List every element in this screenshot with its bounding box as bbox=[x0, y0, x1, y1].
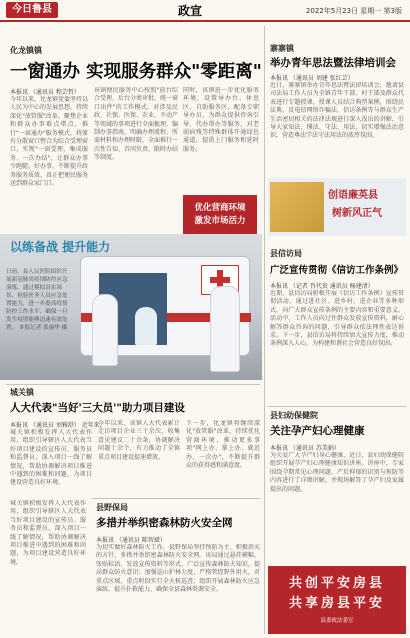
right-mid-body: 近期，县信访局积极开展《信访工作条例》宣传贯彻活动，通过进社区、进乡村、进企业等多种形式，向广大群众宣传条例的主要内容和重要意义。活动中，工作人员向过往群众发放宣传资料，耐心解答群众咨询的问题，引导群众依法理性表达诉求。下一步，县信访局将持续加大宣传力度，推动条例深入人心，为构建和谐社会营造良好氛围。 bbox=[270, 290, 404, 348]
promo-box bbox=[183, 195, 257, 237]
lead-byline: 本报讯 （通讯员 程芸哲） bbox=[10, 89, 80, 96]
photo-caption: 日前，县人民医院组织开展新冠肺炎疫情防控应急演练，通过模拟真实场景，检验医务人员应急处置能力，进一步提高疫情防控工作水平，确保一旦发生疫情能够迅速有效处置。 本报记者 张丽华 摄 bbox=[6, 269, 68, 331]
right-bottom-byline: 本报讯 （通讯员 苏美娟） bbox=[270, 445, 340, 452]
mid-bottom-byline: 本报讯 （通讯员 陈智斌） bbox=[96, 537, 166, 544]
mid-bottom-headline: 多措并举织密森林防火安全网 bbox=[96, 517, 233, 529]
column-divider bbox=[264, 26, 265, 634]
slogan-credit: 县委政法委宣 bbox=[320, 618, 354, 624]
right-mid-byline: 本报讯 （记者 肖代贵 通讯员 杨建清） bbox=[270, 283, 374, 290]
newspaper-logo: 今日鲁县 bbox=[6, 2, 58, 18]
promo-line-2: 激发市场活力 bbox=[194, 216, 246, 226]
left-bottom-body-continued: 城关镇积极发挥人大代表作用，组织引导辖区人大代表当好项目建设的宣传员、服务员和监督员，深入项目一线了解情况，帮助协调解决项目推进中遇到的困难和问题，为项目建设营造良好环境。 bbox=[10, 500, 86, 566]
lead-body-col3: 同时，该镇进一步优化服务环境，设置导办台、休息区、自助服务区，配备专职导办员，为群众提供咨询引导、代办帮办等服务，对老弱病残等特殊群体开通绿色通道，提供上门服务和延时服务。 bbox=[183, 87, 259, 153]
section-title: 政宣 bbox=[178, 4, 203, 18]
right-top-byline: 本报讯 （通讯员 刘建 张红芸） bbox=[270, 75, 354, 82]
photo-title: 以练备战 提升能力 bbox=[10, 240, 111, 254]
campaign-image bbox=[270, 182, 324, 232]
promo-line-1: 优化营商环境 bbox=[194, 203, 246, 213]
slogan-line-1: 共创平安房县 bbox=[288, 576, 385, 591]
right-mid-headline: 广泛宣传贯彻《信访工作条例》 bbox=[270, 265, 404, 276]
lead-body-col1: 今年以来，化龙镇党委坚持以人民为中心的发展思想，持续深化"放管服"改革，聚焦企业和群众办事难点堵点，推行"一窗通办"服务模式，将原有分散窗口整合为综合受理窗口，实现"一窗受理、集成服务、一次办结"，让群众办事少跑腿、好办事，不断提升政务服务质效，真正把便民服务送到群众家门口。 bbox=[10, 96, 88, 188]
lead-headline: 一窗通办 实现服务群众"零距离" bbox=[10, 62, 262, 82]
lead-body-col2: 该镇便民服务中心按照"前台综合受理、后台分类审批、统一窗口出件"的工作模式，对涉及民政、社保、医保、农业、不动产等领域的事项进行全面梳理，编制办事指南，明确办理流程、所需材料和办理时限，全面推行一次性告知、首问负责、限时办结等制度。 bbox=[94, 87, 178, 162]
protective-suit-worker bbox=[210, 286, 240, 372]
right-bottom-kicker: 县妇幼保健院 bbox=[270, 411, 318, 420]
campaign-box bbox=[268, 178, 406, 236]
left-bottom-byline: 本报讯 （通讯员 刘雅舒） 近年来， bbox=[10, 422, 106, 429]
left-bottom-headline: 人大代表"当好'三大员'"助力项目建设 bbox=[10, 402, 185, 414]
mid-bottom-body: 为切实做好森林防火工作，县野保局坚持预防为主、积极消灭的方针，多措并举织密森林防火安全网。该局通过悬挂横幅、张贴标语、发放宣传资料等形式，广泛宣传森林防火知识，提高群众防火意识；加强巡山护林力度，严格管控野外用火，对重点区域、重点时段实行全天候巡查；组织开展森林防火应急演练，提升扑救能力，确保全县森林资源安全。 bbox=[96, 544, 260, 594]
mid-bottom-kicker: 县野保局 bbox=[96, 503, 128, 512]
section-divider bbox=[268, 406, 406, 407]
right-bottom-body: 为关爱广大孕产妇身心健康，近日，县妇幼保健院组织开展孕产妇心理健康知识讲座。讲座中，专家围绕孕期常见心理问题、产后抑郁的识别与预防等内容进行了详细讲解，并现场解答了孕产妇及家属提出的问题。 bbox=[270, 452, 404, 493]
right-top-body: 近日，寨寨镇举办青年思法暨法律培训会，邀请县司法局工作人员为全镇青年干部、村干部及群众代表进行专题授课。授课人员结合典型案例，围绕民法典、反电信网络诈骗法、信访条例等与群众生产生活密切相关的法律法规进行深入浅出的讲解，引导大家知法、懂法、守法、用法，切实增强法治意识，营造尊法学法守法用法的浓厚氛围。 bbox=[270, 82, 404, 140]
issue-date: 2022年5月23日 星期一 第3版 bbox=[305, 7, 402, 15]
left-bottom-body-col1: 城关镇积极发挥人大代表作用，组织引导辖区人大代表当好项目建设的宣传员、服务员和监督员，深入项目一线了解情况，帮助协调解决项目推进中遇到的困难和问题，为项目建设营造良好环境。 bbox=[10, 429, 92, 487]
protective-suit-worker bbox=[92, 294, 118, 366]
lead-kicker: 化龙镇镇 bbox=[10, 46, 42, 55]
section-divider bbox=[92, 498, 260, 499]
right-top-headline: 举办青年思法暨法律培训会 bbox=[270, 57, 396, 69]
right-top-kicker: 寨寨镇 bbox=[270, 44, 294, 53]
slogan-line-2: 共享房县平安 bbox=[288, 596, 385, 611]
slogan-banner bbox=[268, 566, 406, 634]
campaign-line-1: 创语廉英县 bbox=[328, 190, 378, 201]
right-mid-kicker: 县信访局 bbox=[270, 249, 302, 258]
campaign-line-2: 树新风正气 bbox=[332, 208, 382, 219]
left-bottom-kicker: 城关镇 bbox=[10, 388, 34, 397]
right-bottom-headline: 关注孕产妇心理健康 bbox=[270, 425, 365, 437]
news-photo bbox=[0, 234, 262, 380]
section-divider bbox=[6, 384, 260, 385]
left-bottom-body-col2: 今年以来，该镇人大代表累计走访项目企业三十余次，收集意见建议二十余条，协调解决问题十余个，有力推动了全镇重点项目建设提速增效。 bbox=[98, 420, 180, 461]
left-bottom-body-col3: 下一步，化龙镇将继续深化"放管服"改革，持续优化营商环境，推动更多事项"网上办、掌上办、就近办、一次办"，不断提升群众的获得感和满意度。 bbox=[186, 420, 260, 470]
seated-person bbox=[135, 307, 157, 345]
masthead bbox=[0, 0, 410, 22]
